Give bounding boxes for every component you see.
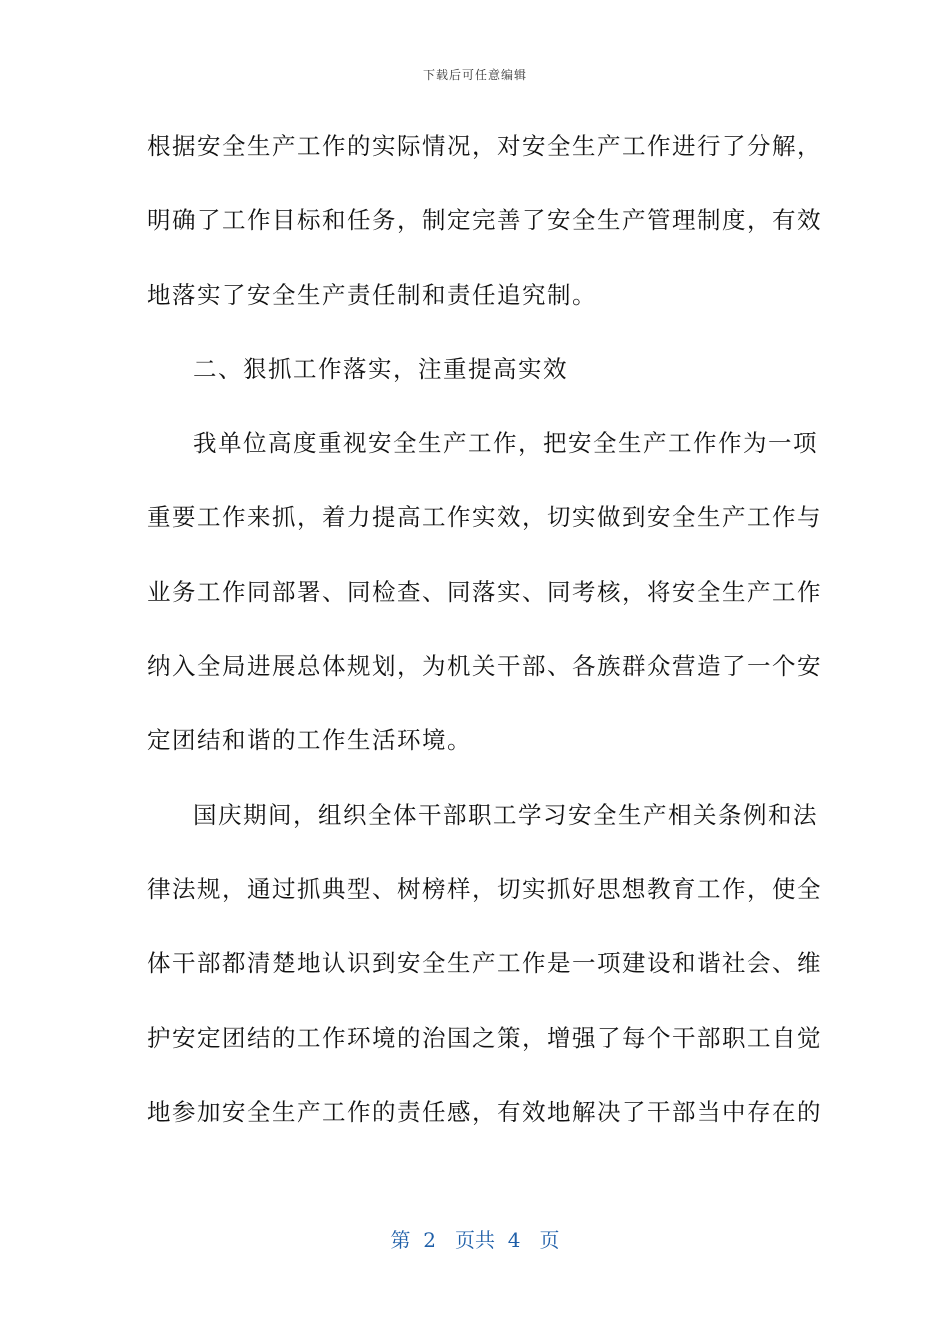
text-line: 纳入全局进展总体规划，为机关干部、各族群众营造了一个安 bbox=[147, 652, 822, 681]
text-line: 律法规，通过抓典型、树榜样，切实抓好思想教育工作，使全 bbox=[147, 874, 822, 903]
text-line: 我单位高度重视安全生产工作，把安全生产工作作为一项 bbox=[193, 429, 818, 458]
header-note: 下载后可任意编辑 bbox=[422, 68, 527, 82]
text-line: 国庆期间，组织全体干部职工学习安全生产相关条例和法 bbox=[193, 800, 818, 829]
text-line: 业务工作同部署、同检查、同落实、同考核，将安全生产工作 bbox=[147, 577, 822, 606]
text-line: 体干部都清楚地认识到安全生产工作是一项建设和谐社会、维 bbox=[147, 949, 822, 978]
text-line: 地落实了安全生产责任制和责任追究制。 bbox=[147, 280, 597, 309]
text-line: 地参加安全生产工作的责任感，有效地解决了干部当中存在的 bbox=[147, 1097, 822, 1126]
text-line: 重要工作来抓，着力提高工作实效，切实做到安全生产工作与 bbox=[147, 503, 822, 532]
text-line: 护安定团结的工作环境的治国之策，增强了每个干部职工自觉 bbox=[147, 1023, 822, 1052]
document-body bbox=[147, 121, 822, 1161]
page-number-footer: 第 2 页共 4 页 bbox=[390, 1228, 560, 1252]
section-heading: 二、狠抓工作落实，注重提高实效 bbox=[193, 354, 568, 383]
text-line: 根据安全生产工作的实际情况，对安全生产工作进行了分解， bbox=[147, 132, 822, 160]
text-line: 定团结和谐的工作生活环境。 bbox=[147, 726, 472, 755]
text-line: 明确了工作目标和任务，制定完善了安全生产管理制度，有效 bbox=[147, 206, 822, 235]
